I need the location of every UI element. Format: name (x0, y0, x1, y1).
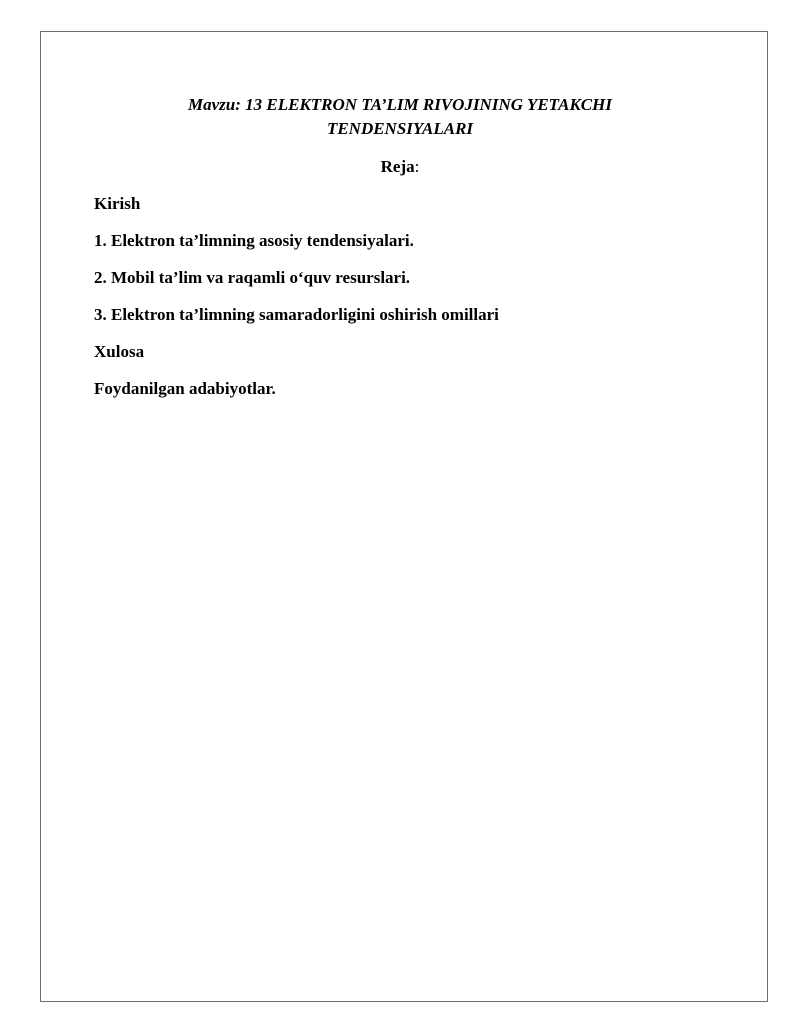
plan-heading-colon: : (414, 157, 420, 176)
plan-item-introduction: Kirish (94, 194, 141, 213)
document-title-line-1: Mavzu: 13 ELEKTRON TA’LIM RIVOJINING YETAKCHI (188, 95, 612, 114)
plan-item-3: 3. Elektron ta’limning samaradorligini oshirish omillari (94, 305, 499, 324)
plan-list (94, 192, 499, 414)
plan-item-conclusion: Xulosa (94, 342, 145, 361)
document-title (0, 93, 800, 141)
plan-item-1: 1. Elektron ta’limning asosiy tendensiyalari. (94, 231, 414, 250)
plan-item-2: 2. Mobil ta’lim va raqamli o‘quv resurslari. (94, 268, 411, 287)
plan-heading-label: Reja (380, 157, 415, 176)
plan-heading (0, 155, 800, 179)
document-title-line-2: TENDENSIYALARI (326, 119, 474, 138)
plan-item-references: Foydanilgan adabiyotlar. (94, 379, 276, 398)
